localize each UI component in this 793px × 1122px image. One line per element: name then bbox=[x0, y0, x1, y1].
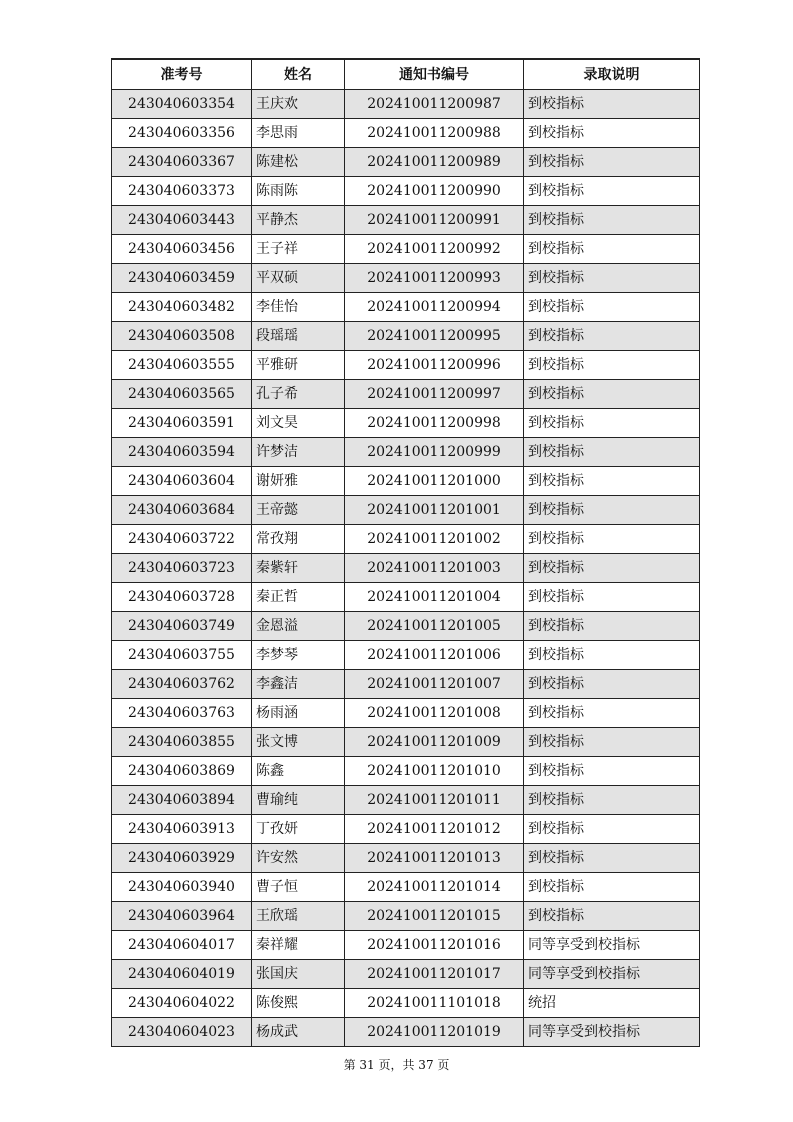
student-name-cell: 王帝懿 bbox=[252, 496, 345, 525]
notice-number-cell: 202410011201011 bbox=[345, 786, 524, 815]
table-row bbox=[112, 670, 700, 699]
student-name-cell: 平静杰 bbox=[252, 206, 345, 235]
table-row bbox=[112, 612, 700, 641]
notice-number-cell: 202410011200991 bbox=[345, 206, 524, 235]
admission-note-cell: 到校指标 bbox=[524, 525, 700, 554]
table-row bbox=[112, 699, 700, 728]
student-name-cell: 李思雨 bbox=[252, 119, 345, 148]
admission-note-cell: 到校指标 bbox=[524, 554, 700, 583]
exam-number-cell: 243040603929 bbox=[112, 844, 252, 873]
exam-number-cell: 243040603443 bbox=[112, 206, 252, 235]
notice-number-cell: 202410011200989 bbox=[345, 148, 524, 177]
student-name-cell: 刘文昊 bbox=[252, 409, 345, 438]
notice-number-cell: 202410011201015 bbox=[345, 902, 524, 931]
student-name-cell: 秦紫轩 bbox=[252, 554, 345, 583]
exam-number-cell: 243040604023 bbox=[112, 1018, 252, 1047]
table-row bbox=[112, 902, 700, 931]
exam-number-cell: 243040603755 bbox=[112, 641, 252, 670]
exam-number-cell: 243040603749 bbox=[112, 612, 252, 641]
exam-number-cell: 243040603913 bbox=[112, 815, 252, 844]
admission-note-cell: 到校指标 bbox=[524, 206, 700, 235]
student-name-cell: 王庆欢 bbox=[252, 90, 345, 119]
notice-number-cell: 202410011201008 bbox=[345, 699, 524, 728]
student-name-cell: 段瑶瑶 bbox=[252, 322, 345, 351]
student-name-cell: 李鑫洁 bbox=[252, 670, 345, 699]
student-name-cell: 张文博 bbox=[252, 728, 345, 757]
student-name-cell: 杨雨涵 bbox=[252, 699, 345, 728]
admission-note-cell: 到校指标 bbox=[524, 815, 700, 844]
exam-number-cell: 243040603728 bbox=[112, 583, 252, 612]
student-name-cell: 曹子恒 bbox=[252, 873, 345, 902]
student-name-cell: 陈鑫 bbox=[252, 757, 345, 786]
admission-note-cell: 到校指标 bbox=[524, 612, 700, 641]
exam-number-cell: 243040603459 bbox=[112, 264, 252, 293]
notice-number-cell: 202410011201004 bbox=[345, 583, 524, 612]
admission-note-cell: 到校指标 bbox=[524, 148, 700, 177]
exam-number-cell: 243040603894 bbox=[112, 786, 252, 815]
notice-number-cell: 202410011200990 bbox=[345, 177, 524, 206]
student-name-cell: 曹瑜纯 bbox=[252, 786, 345, 815]
student-name-cell: 王欣瑶 bbox=[252, 902, 345, 931]
table-row bbox=[112, 757, 700, 786]
admission-note-cell: 到校指标 bbox=[524, 873, 700, 902]
notice-number-cell: 202410011201001 bbox=[345, 496, 524, 525]
notice-number-cell: 202410011201017 bbox=[345, 960, 524, 989]
admission-note-cell: 到校指标 bbox=[524, 119, 700, 148]
table-header-row bbox=[112, 59, 700, 90]
exam-number-cell: 243040603565 bbox=[112, 380, 252, 409]
student-name-cell: 谢妍雅 bbox=[252, 467, 345, 496]
notice-number-cell: 202410011201019 bbox=[345, 1018, 524, 1047]
notice-number-cell: 202410011201016 bbox=[345, 931, 524, 960]
header-name: 姓名 bbox=[252, 59, 345, 90]
notice-number-cell: 202410011201003 bbox=[345, 554, 524, 583]
admission-note-cell: 到校指标 bbox=[524, 409, 700, 438]
exam-number-cell: 243040603373 bbox=[112, 177, 252, 206]
exam-number-cell: 243040604017 bbox=[112, 931, 252, 960]
exam-number-cell: 243040603723 bbox=[112, 554, 252, 583]
student-name-cell: 杨成武 bbox=[252, 1018, 345, 1047]
exam-number-cell: 243040603964 bbox=[112, 902, 252, 931]
notice-number-cell: 202410011201013 bbox=[345, 844, 524, 873]
notice-number-cell: 202410011200999 bbox=[345, 438, 524, 467]
student-name-cell: 秦正哲 bbox=[252, 583, 345, 612]
admission-note-cell: 到校指标 bbox=[524, 699, 700, 728]
notice-number-cell: 202410011200996 bbox=[345, 351, 524, 380]
admission-note-cell: 到校指标 bbox=[524, 264, 700, 293]
student-name-cell: 王子祥 bbox=[252, 235, 345, 264]
notice-number-cell: 202410011201002 bbox=[345, 525, 524, 554]
admission-note-cell: 到校指标 bbox=[524, 757, 700, 786]
exam-number-cell: 243040603482 bbox=[112, 293, 252, 322]
exam-number-cell: 243040603594 bbox=[112, 438, 252, 467]
exam-number-cell: 243040603722 bbox=[112, 525, 252, 554]
admission-note-cell: 到校指标 bbox=[524, 728, 700, 757]
admission-note-cell: 到校指标 bbox=[524, 177, 700, 206]
exam-number-cell: 243040604019 bbox=[112, 960, 252, 989]
page-footer: 第 31 页，共 37 页 bbox=[343, 1058, 450, 1072]
exam-number-cell: 243040603456 bbox=[112, 235, 252, 264]
exam-number-cell: 243040603367 bbox=[112, 148, 252, 177]
table-row bbox=[112, 728, 700, 757]
student-name-cell: 金恩溢 bbox=[252, 612, 345, 641]
exam-number-cell: 243040603869 bbox=[112, 757, 252, 786]
notice-number-cell: 202410011201010 bbox=[345, 757, 524, 786]
admission-note-cell: 同等享受到校指标 bbox=[524, 1018, 700, 1047]
table-row bbox=[112, 467, 700, 496]
exam-number-cell: 243040603762 bbox=[112, 670, 252, 699]
exam-number-cell: 243040603604 bbox=[112, 467, 252, 496]
table-row bbox=[112, 1018, 700, 1047]
student-name-cell: 丁孜妍 bbox=[252, 815, 345, 844]
admission-note-cell: 到校指标 bbox=[524, 902, 700, 931]
admission-note-cell: 到校指标 bbox=[524, 583, 700, 612]
exam-number-cell: 243040603763 bbox=[112, 699, 252, 728]
student-name-cell: 平双硕 bbox=[252, 264, 345, 293]
header-exam-number: 准考号 bbox=[112, 59, 252, 90]
exam-number-cell: 243040603508 bbox=[112, 322, 252, 351]
student-name-cell: 许安然 bbox=[252, 844, 345, 873]
notice-number-cell: 202410011200992 bbox=[345, 235, 524, 264]
admission-table bbox=[111, 58, 700, 1047]
notice-number-cell: 202410011201009 bbox=[345, 728, 524, 757]
notice-number-cell: 202410011200998 bbox=[345, 409, 524, 438]
table-row bbox=[112, 322, 700, 351]
table-row bbox=[112, 815, 700, 844]
table-row bbox=[112, 351, 700, 380]
student-name-cell: 孔子希 bbox=[252, 380, 345, 409]
header-notice-number: 通知书编号 bbox=[345, 59, 524, 90]
admission-note-cell: 同等享受到校指标 bbox=[524, 931, 700, 960]
table-row bbox=[112, 873, 700, 902]
admission-note-cell: 到校指标 bbox=[524, 90, 700, 119]
notice-number-cell: 202410011200988 bbox=[345, 119, 524, 148]
admission-note-cell: 到校指标 bbox=[524, 844, 700, 873]
notice-number-cell: 202410011200987 bbox=[345, 90, 524, 119]
admission-note-cell: 到校指标 bbox=[524, 641, 700, 670]
exam-number-cell: 243040603591 bbox=[112, 409, 252, 438]
table-row bbox=[112, 90, 700, 119]
exam-number-cell: 243040603684 bbox=[112, 496, 252, 525]
table-row bbox=[112, 264, 700, 293]
notice-number-cell: 202410011201007 bbox=[345, 670, 524, 699]
admission-note-cell: 到校指标 bbox=[524, 235, 700, 264]
exam-number-cell: 243040603555 bbox=[112, 351, 252, 380]
table-row bbox=[112, 293, 700, 322]
student-name-cell: 李佳怡 bbox=[252, 293, 345, 322]
admission-note-cell: 到校指标 bbox=[524, 467, 700, 496]
table-row bbox=[112, 960, 700, 989]
header-admission-note: 录取说明 bbox=[524, 59, 700, 90]
student-name-cell: 平雅研 bbox=[252, 351, 345, 380]
notice-number-cell: 202410011200995 bbox=[345, 322, 524, 351]
table-row bbox=[112, 409, 700, 438]
table-row bbox=[112, 438, 700, 467]
notice-number-cell: 202410011201006 bbox=[345, 641, 524, 670]
table-row bbox=[112, 380, 700, 409]
admission-note-cell: 到校指标 bbox=[524, 670, 700, 699]
table-row bbox=[112, 989, 700, 1018]
student-name-cell: 陈雨陈 bbox=[252, 177, 345, 206]
admission-note-cell: 到校指标 bbox=[524, 351, 700, 380]
table-row bbox=[112, 119, 700, 148]
table-row bbox=[112, 844, 700, 873]
notice-number-cell: 202410011200994 bbox=[345, 293, 524, 322]
student-name-cell: 陈建松 bbox=[252, 148, 345, 177]
admission-note-cell: 同等享受到校指标 bbox=[524, 960, 700, 989]
table-row bbox=[112, 931, 700, 960]
admission-note-cell: 到校指标 bbox=[524, 438, 700, 467]
table-row bbox=[112, 148, 700, 177]
notice-number-cell: 202410011201000 bbox=[345, 467, 524, 496]
notice-number-cell: 202410011200997 bbox=[345, 380, 524, 409]
table-row bbox=[112, 206, 700, 235]
student-name-cell: 张国庆 bbox=[252, 960, 345, 989]
notice-number-cell: 202410011201014 bbox=[345, 873, 524, 902]
table-row bbox=[112, 554, 700, 583]
notice-number-cell: 202410011200993 bbox=[345, 264, 524, 293]
admission-note-cell: 统招 bbox=[524, 989, 700, 1018]
table-row bbox=[112, 786, 700, 815]
table-row bbox=[112, 525, 700, 554]
table-row bbox=[112, 496, 700, 525]
admission-note-cell: 到校指标 bbox=[524, 293, 700, 322]
student-name-cell: 常孜翔 bbox=[252, 525, 345, 554]
table-row bbox=[112, 235, 700, 264]
table-row bbox=[112, 641, 700, 670]
notice-number-cell: 202410011201005 bbox=[345, 612, 524, 641]
student-name-cell: 秦祥耀 bbox=[252, 931, 345, 960]
student-name-cell: 陈俊熙 bbox=[252, 989, 345, 1018]
table-row bbox=[112, 177, 700, 206]
exam-number-cell: 243040603354 bbox=[112, 90, 252, 119]
notice-number-cell: 202410011101018 bbox=[345, 989, 524, 1018]
exam-number-cell: 243040603356 bbox=[112, 119, 252, 148]
admission-note-cell: 到校指标 bbox=[524, 496, 700, 525]
student-name-cell: 李梦琴 bbox=[252, 641, 345, 670]
table-row bbox=[112, 583, 700, 612]
admission-note-cell: 到校指标 bbox=[524, 380, 700, 409]
exam-number-cell: 243040604022 bbox=[112, 989, 252, 1018]
admission-note-cell: 到校指标 bbox=[524, 786, 700, 815]
notice-number-cell: 202410011201012 bbox=[345, 815, 524, 844]
exam-number-cell: 243040603855 bbox=[112, 728, 252, 757]
admission-note-cell: 到校指标 bbox=[524, 322, 700, 351]
exam-number-cell: 243040603940 bbox=[112, 873, 252, 902]
student-name-cell: 许梦洁 bbox=[252, 438, 345, 467]
